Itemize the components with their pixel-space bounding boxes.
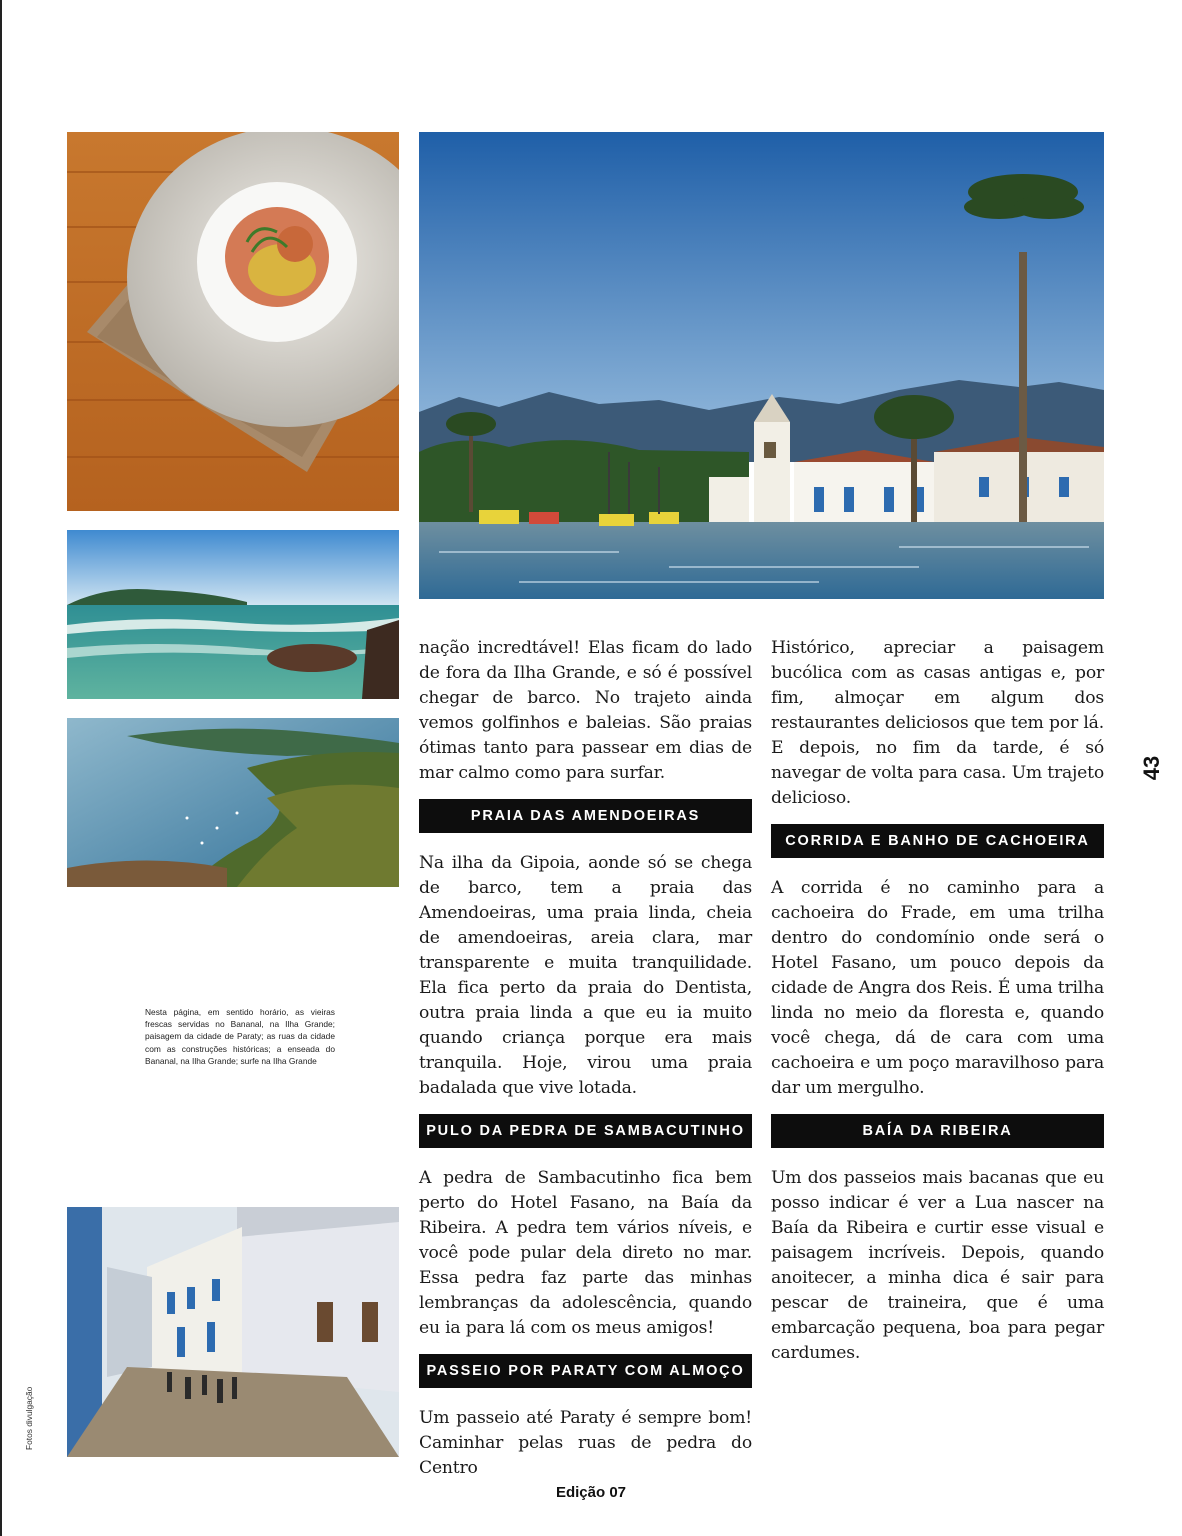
column2-intro-paragraph: Histórico, apreciar a paisagem bucólica com as casas antigas e, por fim, almoçar em algum dos restaurantes deliciosos que tem por lá. E depois, no fim da tarde, é só navegar de volta para casa. Um trajeto delicioso. (771, 638, 1104, 808)
vieiras-dish-photo (67, 132, 399, 511)
section-heading-corrida-cachoeira: CORRIDA E BANHO DE CACHOEIRA (771, 824, 1104, 858)
paraty-waterfront-photo (419, 132, 1104, 599)
section-text-pulo-da-pedra: A pedra de Sambacutinho fica bem perto do Hotel Fasano, na Baía da Ribeira. A pedra tem vários níveis, e você pode pular dela direto no mar. Essa pedra faz parte das minhas lembranças da adolescência, quando eu ia para lá com os meus amigos! (419, 1168, 752, 1338)
section-text-praia-das-amendoeiras: Na ilha da Gipoia, aonde só se chega de barco, tem a praia das Amendoeiras, uma praia linda, cheia de amendoeiras, areia clara, mar transparente e muita tranquilidade. Ela fica perto da praia do Dentista, outra praia linda a que eu ia muito quando criança porque era mais tranquila. Hoje, virou uma praia badalada que vive lotada. (419, 853, 752, 1098)
section-heading-baia-da-ribeira: BAÍA DA RIBEIRA (771, 1114, 1104, 1148)
text-column-1 (419, 636, 752, 1481)
surf-ilha-grande-photo (67, 530, 399, 699)
edition-footer: Edição 07 (555, 1484, 627, 1501)
section-text-passeio-paraty: Um passeio até Paraty é sempre bom! Caminhar pelas ruas de pedra do Centro (419, 1408, 752, 1478)
photo-caption: Nesta página, em sentido horário, as vieiras frescas servidas no Bananal, na Ilha Grande; paisagem da cidade de Paraty; as ruas da cidade com as construções históricas; a enseada do Bananal, na Ilha Grande; surfe na Ilha Grande (145, 1007, 335, 1066)
column1-intro-paragraph: nação incredtável! Elas ficam do lado de fora da Ilha Grande, e só é possível chegar de barco. No trajeto ainda vemos golfinhos e baleias. São praias ótimas tanto para passear em dias de mar calmo como para surfar. (419, 638, 752, 783)
section-heading-praia-das-amendoeiras: PRAIA DAS AMENDOEIRAS (419, 799, 752, 833)
enseada-bananal-photo (67, 718, 399, 887)
section-text-baia-da-ribeira: Um dos passeios mais bacanas que eu posso indicar é ver a Lua nascer na Baía da Ribeira e curtir esse visual e paisagem incríveis. Depois, quando anoitecer, a minha dica é sair para pescar de traineira, que é uma embarcação pequena, boa para pegar cardumes. (771, 1168, 1104, 1363)
photo-credit: Fotos divulgação (24, 1386, 34, 1450)
text-column-2 (771, 636, 1104, 1366)
section-text-corrida-cachoeira: A corrida é no caminho para a cachoeira do Frade, em uma trilha dentro do condomínio onde será o Hotel Fasano, um pouco depois da cidade de Angra dos Reis. É uma trilha linda no meio da floresta e, quando você chega, dá de cara com uma cachoeira e um poço maravilhoso para dar um mergulho. (771, 878, 1104, 1098)
section-heading-passeio-paraty: PASSEIO POR PARATY COM ALMOÇO (419, 1354, 752, 1388)
section-heading-pulo-da-pedra: PULO DA PEDRA DE SAMBACUTINHO (419, 1114, 752, 1148)
page-edge-rule (0, 0, 2, 1536)
paraty-street-photo (67, 1207, 399, 1457)
page-number: 43 (1139, 755, 1164, 781)
